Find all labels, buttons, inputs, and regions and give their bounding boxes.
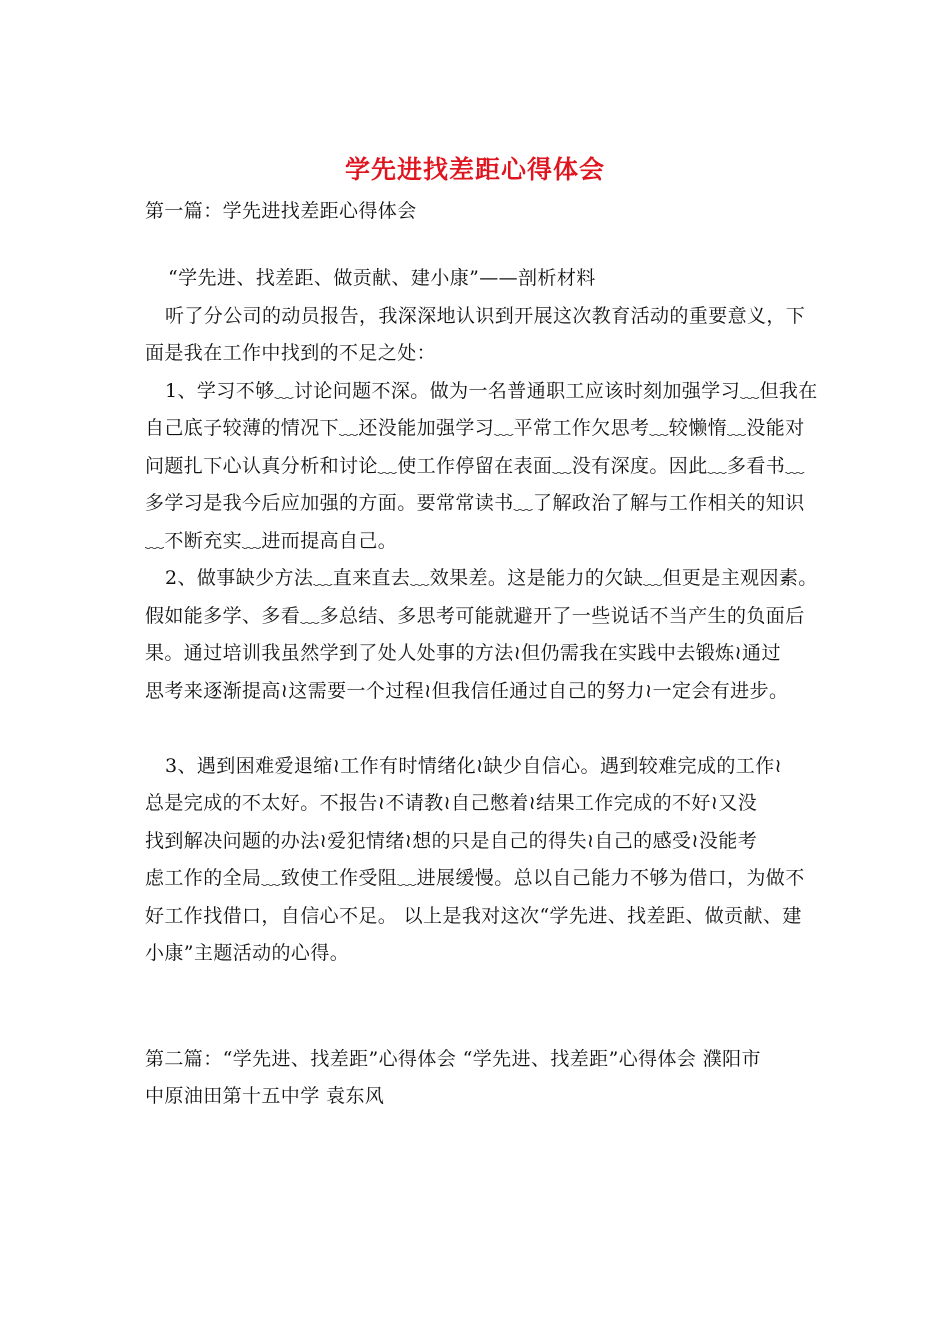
paragraph-line: 1、学习不够﹏讨论问题不深。做为一名普通职工应该时刻加强学习﹏但我在: [165, 380, 818, 402]
paragraph-line: 多学习是我今后应加强的方面。要常常读书﹏了解政治了解与工作相关的知识: [145, 492, 805, 514]
paragraph-line: 虑工作的全局﹏致使工作受阻﹏进展缓慢。总以自己能力不够为借口，为做不: [145, 867, 805, 889]
paragraph-line: 2、做事缺少方法﹏直来直去﹏效果差。这是能力的欠缺﹏但更是主观因素。: [165, 567, 818, 589]
paragraph-line: 假如能多学、多看﹏多总结、多思考可能就避开了一些说话不当产生的负面后: [145, 605, 805, 627]
paragraph-line: 果。通过培训我虽然学到了处人处事的方法≀但仍需我在实践中去锻炼≀通过: [145, 642, 781, 664]
section-1-subtitle: “学先进、找差距、做贡献、建小康”——剖析材料: [168, 267, 596, 289]
paragraph-line: 小康”主题活动的心得。: [145, 942, 350, 964]
section-1-heading: 第一篇：学先进找差距心得体会: [145, 200, 417, 222]
paragraph-line: 听了分公司的动员报告，我深深地认识到开展这次教育活动的重要意义，下: [165, 305, 806, 327]
paragraph-line: 3、遇到困难爱退缩≀工作有时情绪化≀缺少自信心。遇到较难完成的工作≀: [165, 755, 783, 777]
paragraph-line: 面是我在工作中找到的不足之处：: [145, 342, 437, 364]
section-2-heading: 第二篇：“学先进、找差距”心得体会 “学先进、找差距”心得体会 濮阳市: [145, 1048, 761, 1070]
paragraph-line: 总是完成的不太好。不报告≀不请教≀自己憋着≀结果工作完成的不好≀又没: [145, 792, 758, 814]
paragraph-line: 问题扎下心认真分析和讨论﹏使工作停留在表面﹏没有深度。因此﹏多看书﹏: [145, 455, 805, 477]
paragraph-line: 思考来逐渐提高≀这需要一个过程≀但我信任通过自己的努力≀一定会有进步。: [145, 680, 789, 702]
paragraph-line: ﹏不断充实﹏进而提高自己。: [145, 530, 398, 552]
paragraph-line: 自己底子较薄的情况下﹏还没能加强学习﹏平常工作欠思考﹏较懒惰﹏没能对: [145, 417, 805, 439]
paragraph-line: 好工作找借口，自信心不足。 以上是我对这次“学先进、找差距、做贡献、建: [145, 905, 802, 927]
section-2-author: 中原油田第十五中学 袁东风: [145, 1085, 385, 1107]
document-title: 学先进找差距心得体会: [344, 155, 605, 184]
paragraph-line: 找到解决问题的办法≀爱犯情绪≀想的只是自己的得失≀自己的感受≀没能考: [145, 830, 758, 852]
